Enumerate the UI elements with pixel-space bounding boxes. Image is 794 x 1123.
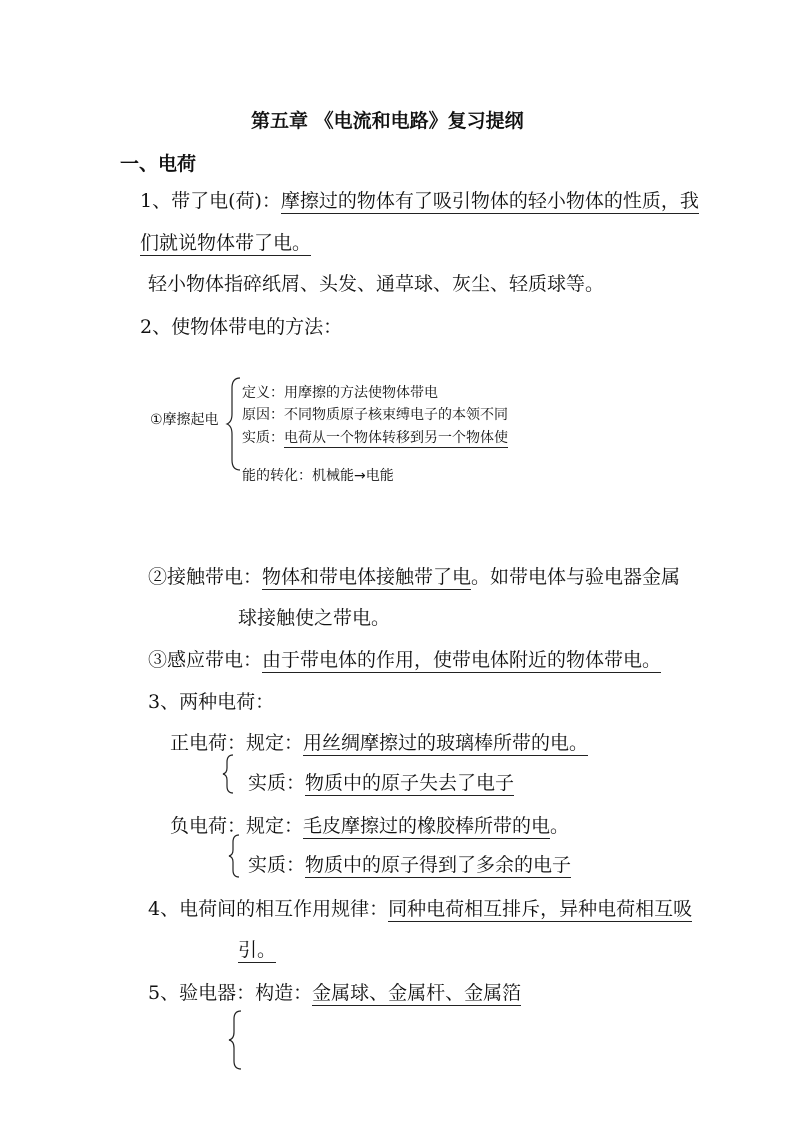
contact-definition: 物体和带电体接触带了电 xyxy=(262,566,472,588)
item4-text-a: 同种电荷相互排斥，异种电荷相互吸 xyxy=(388,898,693,920)
item1-line2 xyxy=(140,231,311,255)
friction-label: ①摩擦起电 xyxy=(150,412,219,428)
item3-label: 3、两种电荷： xyxy=(148,691,275,713)
item4-text-b: 引。 xyxy=(238,939,277,961)
induction-label: ③感应带电： xyxy=(148,649,263,671)
friction-definition: 定义：用摩擦的方法使物体带电 xyxy=(242,385,438,401)
item5-label: 5、验电器：构造： xyxy=(148,982,313,1004)
item4-line1 xyxy=(148,897,692,921)
negative-rule-label: 规定： xyxy=(246,815,304,837)
friction-energy: 能的转化：机械能→电能 xyxy=(242,468,394,484)
item1-definition-line2: 们就说物体带了电。 xyxy=(140,232,312,254)
negative-name: 负电荷： xyxy=(170,815,247,837)
friction-energy-clip xyxy=(240,465,540,484)
item5-structure: 金属球、金属杆、金属箔 xyxy=(312,982,522,1004)
negative-brace xyxy=(228,834,242,878)
positive-rule-line xyxy=(170,731,588,755)
friction-cause: 原因：不同物质原子核束缚电子的本领不同 xyxy=(242,407,508,423)
negative-rule-end: 。 xyxy=(550,815,570,837)
item4-label: 4、电荷间的相互作用规律： xyxy=(148,898,389,920)
negative-essence-label: 实质： xyxy=(248,854,306,876)
negative-essence: 物质中的原子得到了多余的电子 xyxy=(305,854,572,876)
friction-essence xyxy=(242,427,508,447)
friction-definition-clip xyxy=(240,384,540,401)
item1-line1 xyxy=(140,189,699,213)
item1-definition-line1: 摩擦过的物体有了吸引物体的轻小物体的性质，我 xyxy=(280,190,699,212)
contact-label: ②接触带电： xyxy=(148,566,263,588)
positive-essence: 物质中的原子失去了电子 xyxy=(305,772,515,794)
contact-line1 xyxy=(148,565,680,589)
positive-brace xyxy=(222,754,236,794)
friction-cause-clip xyxy=(240,404,540,423)
item5-brace xyxy=(228,1010,244,1070)
negative-essence-line xyxy=(248,853,571,877)
negative-rule: 毛皮摩擦过的橡胶棒所带的电 xyxy=(303,815,551,837)
positive-rule: 用丝绸摩擦过的玻璃棒所带的电。 xyxy=(303,732,589,754)
friction-essence-label: 实质： xyxy=(242,430,284,446)
positive-essence-label: 实质： xyxy=(248,772,306,794)
section-heading-charge: 一、电荷 xyxy=(120,153,197,175)
positive-name: 正电荷： xyxy=(170,732,247,754)
contact-example-a: 。如带电体与验电器金属 xyxy=(471,566,681,588)
friction-essence-text: 电荷从一个物体转移到另一个物体使 xyxy=(284,430,508,446)
positive-essence-line xyxy=(248,771,514,795)
page-title: 第五章 《电流和电路》复习提纲 xyxy=(251,110,524,132)
induction-line xyxy=(148,648,661,672)
item1-note: 轻小物体指碎纸屑、头发、通草球、灰尘、轻质球等。 xyxy=(148,273,605,295)
induction-definition: 由于带电体的作用，使带电体附近的物体带电。 xyxy=(262,649,662,671)
contact-example-b: 球接触使之带电。 xyxy=(238,607,391,629)
item1-label: 1、带了电(荷)： xyxy=(140,190,281,212)
positive-rule-label: 规定： xyxy=(246,732,304,754)
item4-line2 xyxy=(238,938,276,962)
item5-line xyxy=(148,981,521,1005)
item2-label: 2、使物体带电的方法： xyxy=(140,316,343,338)
